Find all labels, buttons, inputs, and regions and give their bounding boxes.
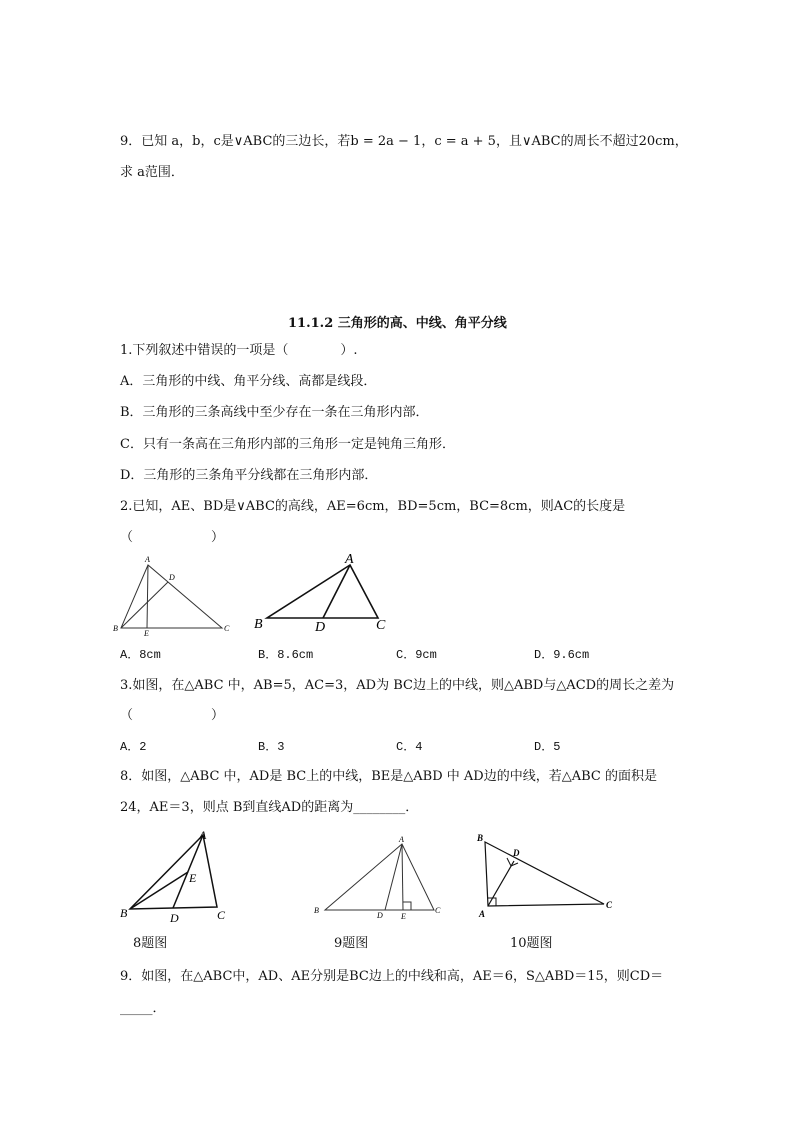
fig3-label-e: E	[189, 871, 197, 885]
fig3-label-c: C	[217, 908, 226, 922]
section-title: 11.1.2 三角形的高、中线、角平分线	[288, 316, 507, 331]
q3-option-c: C．4	[396, 740, 423, 754]
figure-altitude-triangle	[110, 552, 240, 642]
figure-q8	[115, 825, 245, 925]
fig5-label-b: B	[477, 833, 484, 843]
fig4-label-c: C	[435, 906, 441, 915]
caption-q8: 8题图	[133, 936, 168, 951]
fig4-label-e: E	[401, 912, 406, 921]
caption-q9: 9题图	[334, 936, 369, 951]
q1-option-d: D．三角形的三条角平分线都在三角形内部．	[120, 468, 378, 483]
fig3-label-d: D	[170, 911, 179, 925]
fig3-label-b: B	[120, 906, 128, 920]
fig3-label-a: A	[199, 828, 207, 842]
q2-option-a: A．8cm	[120, 648, 161, 662]
fig4-label-b: B	[314, 906, 319, 915]
fig4-label-a: A	[399, 835, 404, 844]
q2-option-d: D．9.6cm	[534, 648, 590, 662]
q9-top-line2: 求 a范围．	[120, 165, 184, 180]
q2-stem: 2.已知，AE、BD是∨ABC的高线，AE=6cm，BD=5cm，BC=8cm，则AC的长度是	[120, 499, 626, 514]
fig5-label-d: D	[513, 848, 520, 858]
q3-blank: （ ）	[120, 708, 225, 723]
fig1-label-e: E	[144, 629, 149, 638]
q1-stem: 1.下列叙述中错误的一项是（ ）.	[120, 343, 358, 358]
fig2-label-b: B	[254, 617, 263, 632]
q3-option-a: A．2	[120, 740, 147, 754]
q1-option-a: A．三角形的中线、角平分线、高都是线段．	[120, 374, 377, 389]
q2-option-b: B．8.6cm	[258, 648, 314, 662]
q8-line1: 8．如图，△ABC 中，AD是 BC上的中线，BE是△ABD 中 AD边的中线，若△ABC 的面积是	[120, 769, 657, 784]
fig1-label-b: B	[113, 624, 118, 633]
fig5-label-c: C	[606, 900, 613, 910]
caption-q10: 10题图	[510, 936, 553, 951]
fig2-label-c: C	[376, 618, 386, 633]
fig1-label-d: D	[169, 573, 175, 582]
q2-blank: （ ）	[120, 530, 225, 545]
fig2-label-d: D	[315, 620, 326, 635]
q2-option-c: C．9cm	[396, 648, 437, 662]
fig1-label-c: C	[224, 624, 230, 633]
figure-median-triangle	[250, 548, 400, 638]
figure-q10	[470, 828, 620, 923]
q3-option-b: B．3	[258, 740, 285, 754]
q9-bottom-line1: 9．如图，在△ABC中，AD、AE分别是BC边上的中线和高，AE＝6，S△ABD＝15，则CD＝	[120, 969, 664, 984]
q3-stem: 3.如图，在△ABC 中，AB=5，AC=3，AD为 BC边上的中线，则△ABD与△ACD的周长之差为	[120, 678, 675, 693]
q9-bottom-line2: _____．	[120, 1001, 166, 1016]
figure-q9	[310, 832, 450, 922]
fig2-label-a: A	[345, 552, 354, 567]
q9-top-line1: 9．已知 a，b，c是∨ABC的三边长，若b = 2a − 1，c = a + 5，且∨ABC的周长不超过20cm，	[120, 134, 688, 149]
fig5-label-a: A	[479, 909, 486, 919]
q3-option-d: D．5	[534, 740, 561, 754]
q8-line2: 24，AE＝3，则点 B到直线AD的距离为________．	[120, 800, 419, 815]
fig4-label-d: D	[377, 911, 383, 920]
q1-option-c: C．只有一条高在三角形内部的三角形一定是钝角三角形．	[120, 437, 455, 452]
fig1-label-a: A	[145, 555, 150, 564]
q1-option-b: B．三角形的三条高线中至少存在一条在三角形内部．	[120, 405, 429, 420]
